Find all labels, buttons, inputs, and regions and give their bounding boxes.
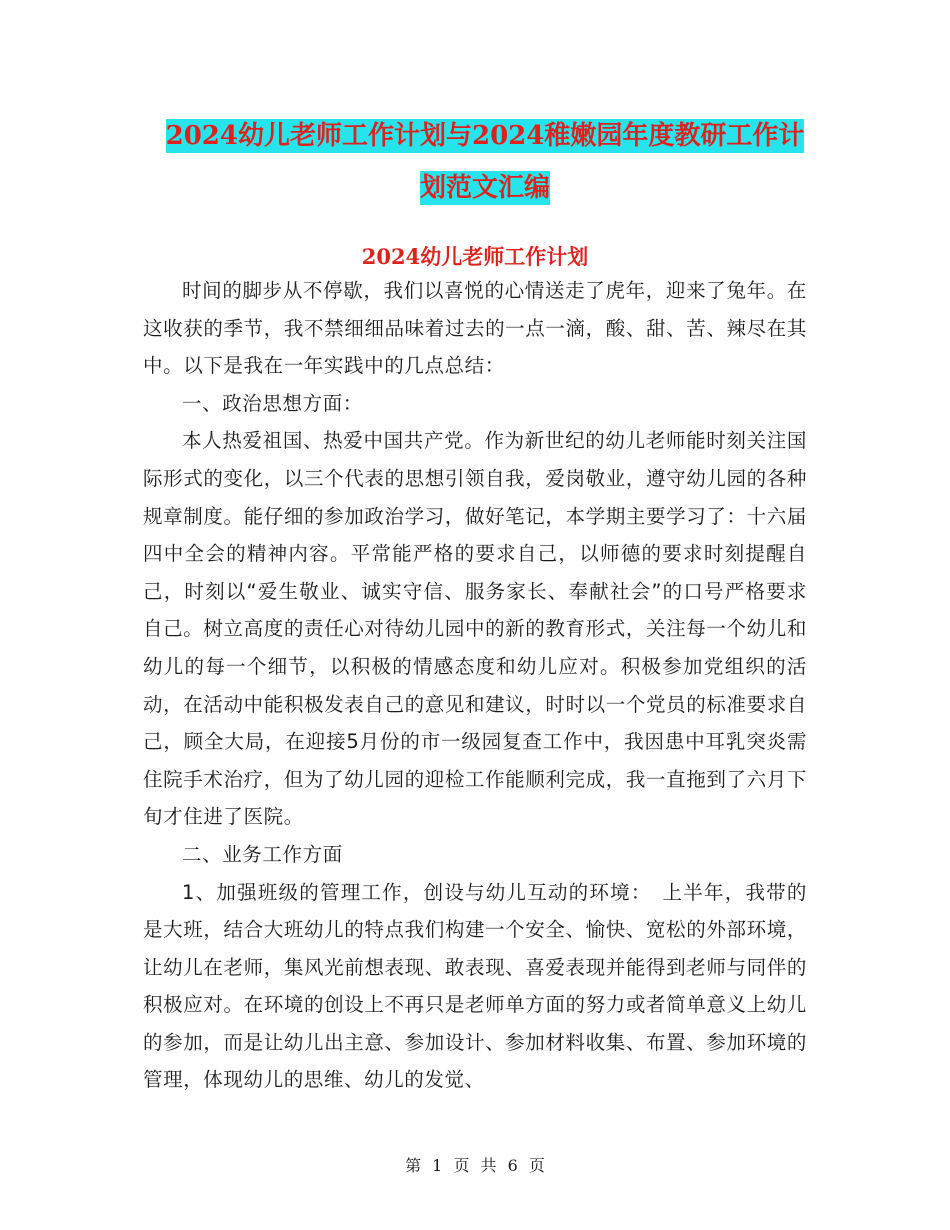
heading-business: 二、业务工作方面 [182, 842, 343, 866]
paragraph-political: 本人热爱祖国、热爱中国共产党。作为新世纪的幼儿老师能时刻关注国际形式的变化，以三个代表的思想引领自我，爱岗敬业，遵守幼儿园的各种规章制度。能仔细的参加政治学习，做好笔记，本学期主要学习了：十六届四中全会的精神内容。平常能严格的要求自己，以师德的要求时刻提醒自己，时刻以“爱生敬业、诚实守信、服务家长、奉献社会”的口号严格要求自己。树立高度的责任心对待幼儿园中的新的教育形式，关注每一个幼儿和幼儿的每一个细节，以积极的情感态度和幼儿应对。积极参加党组织的活动，在活动中能积极发表自己的意见和建议，时时以一个党员的标准要求自己，顾全大局，在迎接5月份的市一级园复查工作中，我因患中耳乳突炎需住院手术治疗，但为了幼儿园的迎检工作能顺利完成，我一直拖到了六月下旬才住进了医院。 [143, 429, 807, 829]
title-line-2: 划范文汇编 [419, 173, 550, 203]
title-line-1: 2024幼儿老师工作计划与2024稚嫩园年度教研工作计 [165, 121, 805, 151]
page-number-footer: 第 1 页 共 6 页 [405, 1156, 545, 1175]
heading-political: 一、政治思想方面： [182, 391, 363, 415]
section-title: 2024幼儿老师工作计划 [361, 244, 589, 269]
paragraph-business: 1、加强班级的管理工作，创设与幼儿互动的环境： 上半年，我带的是大班，结合大班幼儿的特点我们构建一个安全、愉快、宽松的外部环境，让幼儿在老师，集风光前想表现、敢表现、喜爱表现并能得到老师与同伴的积极应对。在环境的创设上不再只是老师单方面的努力或者简单意义上幼儿的参加，而是让幼儿出主意、参加设计、参加材料收集、布置、参加环境的管理，体现幼儿的思维、幼儿的发觉、 [143, 880, 807, 1092]
document-body [143, 272, 807, 1099]
document-title [140, 110, 830, 214]
paragraph-intro: 时间的脚步从不停歇，我们以喜悦的心情送走了虎年，迎来了兔年。在这收获的季节，我不禁细细品味着过去的一点一滴，酸、甜、苦、辣尽在其中。以下是我在一年实践中的几点总结： [143, 279, 807, 378]
